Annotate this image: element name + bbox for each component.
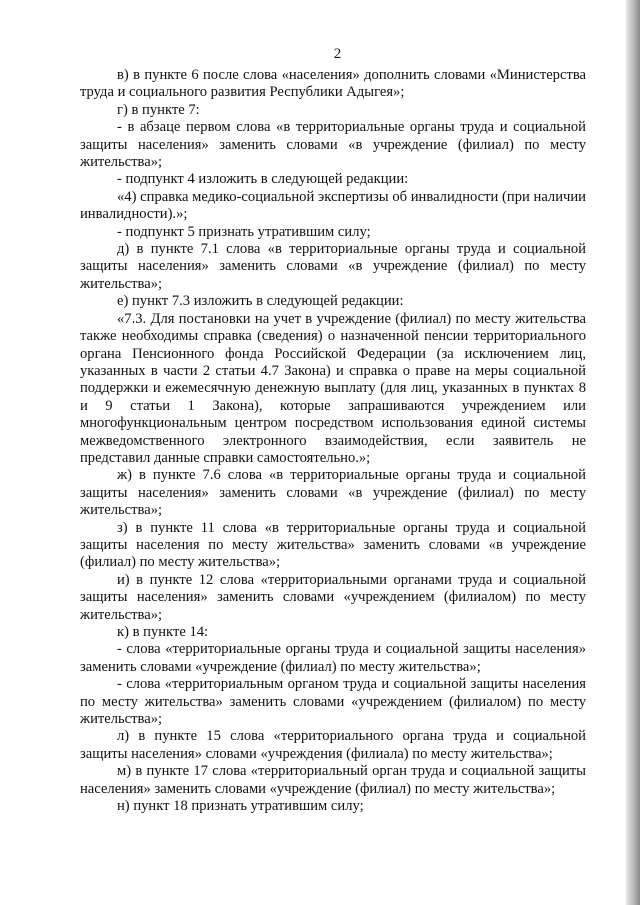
paragraph-v: в) в пункте 6 после слова «населения» дополнить словами «Министерства труда и социального развития Республики Адыгея»; (80, 67, 586, 101)
page-number: 2 (333, 46, 342, 62)
paragraph-i: и) в пункте 12 слова «территориальными органами труда и социальной защиты населения» заменить словами «учреждением (филиалом) по месту жительства»; (80, 571, 586, 623)
paragraph-zh: ж) в пункте 7.6 слова «в территориальные органы труда и социальной защиты населения» заменить словами «в учреждение (филиал) по месту жительства»; (80, 467, 586, 519)
paragraph-m: м) в пункте 17 слова «территориальный орган труда и социальной защиты населения» заменить словами «учреждение (филиал) по месту жительства»; (80, 763, 586, 797)
paragraph-e-quote: «7.3. Для постановки на учет в учреждение (филиал) по месту жительства также необходимы справка (сведения) о назначенной пенсии территориального органа Пенсионного фонда Российской Федерации (за исключением лиц, указанных в части 2 статьи 4.7 Закона) и справка о праве на меры социальной поддержки и ежемесячную денежную выплату (для лиц, указанных в пунктах 8 и 9 статьи 1 Закона), которые запрашиваются учреждением или многофункциональным центром посредством использования единой системы межведомственного электронного взаимодействия, если заявитель не представил данные справки самостоятельно.»; (80, 310, 586, 466)
paragraph-d: д) в пункте 7.1 слова «в территориальные органы труда и социальной защиты населения» заменить словами «в учреждение (филиал) по месту жительства»; (80, 241, 586, 292)
paragraph-k-1: - слова «территориальные органы труда и социальной защиты населения» заменить словами «учреждение (филиал) по месту жительства»; (80, 641, 586, 675)
paragraph-g: г) в пункте 7: (117, 101, 200, 118)
paragraph-g-2: - подпункт 4 изложить в следующей редакции: (117, 171, 409, 188)
paragraph-g-1: - в абзаце первом слова «в территориальные органы труда и социальной защиты населения» заменить словами «в учреждение (филиал) по месту жительства»; (80, 119, 586, 171)
paragraph-g-3: - подпункт 5 признать утратившим силу; (117, 223, 371, 240)
paragraph-g-2-quote: «4) справка медико-социальной экспертизы об инвалидности (при наличии инвалидности).»; (80, 188, 586, 223)
paragraph-k-2: - слова «территориальным органом труда и социальной защиты населения по месту жительства» заменить словами «учреждением (филиалом) по месту жительства»; (80, 676, 586, 728)
page-edge-shadow (626, 0, 640, 905)
paragraph-e: е) пункт 7.3 изложить в следующей редакции: (117, 293, 404, 310)
paragraph-k: к) в пункте 14: (117, 624, 209, 640)
paragraph-n: н) пункт 18 признать утратившим силу; (117, 798, 364, 815)
paragraph-z: з) в пункте 11 слова «в территориальные органы труда и социальной защиты населения по месту жительства» заменить словами «в учреждение (филиал) по месту жительства»; (80, 519, 586, 571)
document-body (80, 67, 586, 815)
paragraph-l: л) в пункте 15 слова «территориального органа труда и социальной защиты населения» словами «учреждения (филиала) по месту жительства»; (80, 728, 586, 762)
